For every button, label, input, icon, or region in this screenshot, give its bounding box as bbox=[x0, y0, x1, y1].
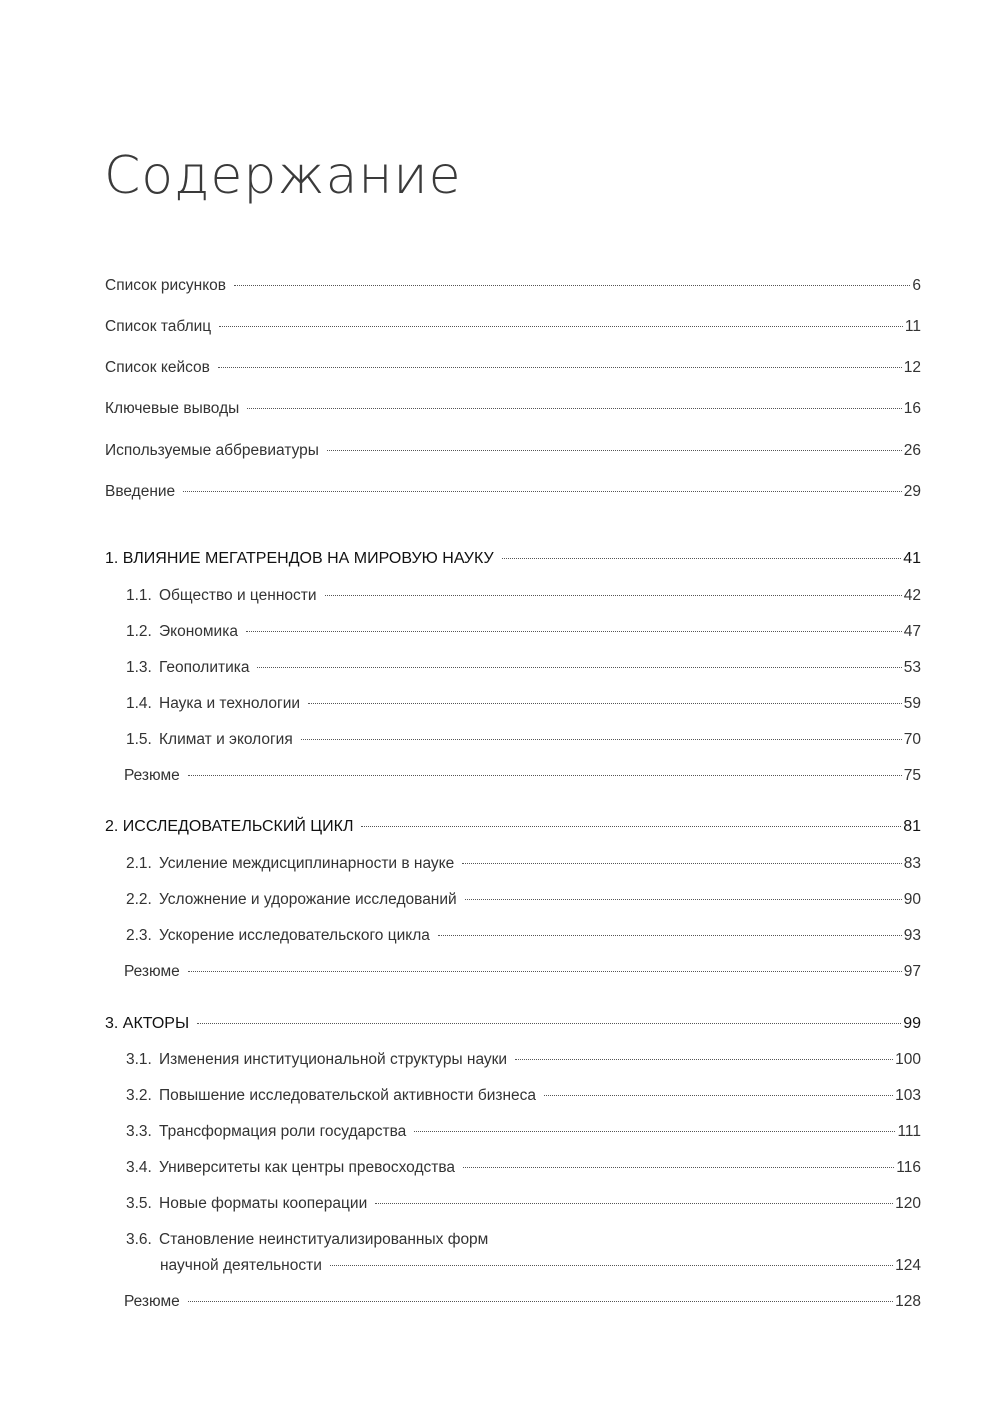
leader-dots bbox=[325, 594, 902, 596]
leader-dots bbox=[301, 738, 902, 740]
toc-entry-tables[interactable]: Список таблиц 11 bbox=[105, 318, 921, 335]
toc-section-3-6[interactable]: 3.6. Становление неинституализированных форм bbox=[126, 1231, 489, 1248]
leader-dots bbox=[218, 366, 902, 368]
leader-dots bbox=[414, 1130, 895, 1132]
leader-dots bbox=[188, 1300, 893, 1302]
page-title: Содержание bbox=[104, 146, 462, 206]
leader-dots bbox=[361, 825, 901, 827]
leader-dots bbox=[246, 630, 902, 632]
leader-dots bbox=[502, 557, 902, 559]
toc-entry-abbreviations[interactable]: Используемые аббревиатуры 26 bbox=[105, 442, 921, 459]
leader-dots bbox=[234, 284, 910, 286]
leader-dots bbox=[438, 934, 902, 936]
toc-entry-key-findings[interactable]: Ключевые выводы 16 bbox=[105, 400, 921, 417]
toc-section-1-5[interactable]: 1.5. Климат и экология 70 bbox=[126, 731, 921, 748]
leader-dots bbox=[327, 449, 902, 451]
leader-dots bbox=[188, 774, 902, 776]
toc-section-3-2[interactable]: 3.2. Повышение исследовательской активности бизнеса 103 bbox=[126, 1087, 921, 1104]
leader-dots bbox=[183, 490, 902, 492]
toc-summary-3[interactable]: Резюме 128 bbox=[124, 1293, 921, 1310]
toc-summary-2[interactable]: Резюме 97 bbox=[124, 963, 921, 980]
toc-chapter-2[interactable]: 2. ИССЛЕДОВАТЕЛЬСКИЙ ЦИКЛ 81 bbox=[105, 818, 921, 835]
leader-dots bbox=[188, 970, 902, 972]
toc-section-3-4[interactable]: 3.4. Университеты как центры превосходства 116 bbox=[126, 1159, 921, 1176]
leader-dots bbox=[463, 1166, 894, 1168]
leader-dots bbox=[515, 1058, 893, 1060]
toc-summary-1[interactable]: Резюме 75 bbox=[124, 767, 921, 784]
leader-dots bbox=[375, 1202, 893, 1204]
leader-dots bbox=[308, 702, 902, 704]
toc-section-3-6-continued[interactable]: научной деятельности 124 bbox=[160, 1257, 921, 1274]
leader-dots bbox=[462, 862, 902, 864]
toc-entry-cases[interactable]: Список кейсов 12 bbox=[105, 359, 921, 376]
toc-section-3-3[interactable]: 3.3. Трансформация роли государства 111 bbox=[126, 1123, 921, 1140]
toc-chapter-3[interactable]: 3. АКТОРЫ 99 bbox=[105, 1015, 921, 1032]
toc-section-1-1[interactable]: 1.1. Общество и ценности 42 bbox=[126, 587, 921, 604]
leader-dots bbox=[219, 325, 903, 327]
toc-section-1-3[interactable]: 1.3. Геополитика 53 bbox=[126, 659, 921, 676]
leader-dots bbox=[247, 407, 901, 409]
leader-dots bbox=[257, 666, 901, 668]
toc-entry-figures[interactable]: Список рисунков 6 bbox=[105, 277, 921, 294]
toc-entry-introduction[interactable]: Введение 29 bbox=[105, 483, 921, 500]
toc-section-1-4[interactable]: 1.4. Наука и технологии 59 bbox=[126, 695, 921, 712]
toc-section-2-1[interactable]: 2.1. Усиление междисциплинарности в науке 83 bbox=[126, 855, 921, 872]
toc-section-1-2[interactable]: 1.2. Экономика 47 bbox=[126, 623, 921, 640]
toc-chapter-1[interactable]: 1. ВЛИЯНИЕ МЕГАТРЕНДОВ НА МИРОВУЮ НАУКУ 41 bbox=[105, 550, 921, 567]
toc-section-3-5[interactable]: 3.5. Новые форматы кооперации 120 bbox=[126, 1195, 921, 1212]
toc-section-2-2[interactable]: 2.2. Усложнение и удорожание исследований 90 bbox=[126, 891, 921, 908]
leader-dots bbox=[197, 1022, 901, 1024]
leader-dots bbox=[465, 898, 902, 900]
toc-section-2-3[interactable]: 2.3. Ускорение исследовательского цикла 93 bbox=[126, 927, 921, 944]
toc-section-3-1[interactable]: 3.1. Изменения институциональной структуры науки 100 bbox=[126, 1051, 921, 1068]
leader-dots bbox=[330, 1264, 893, 1266]
leader-dots bbox=[544, 1094, 893, 1096]
